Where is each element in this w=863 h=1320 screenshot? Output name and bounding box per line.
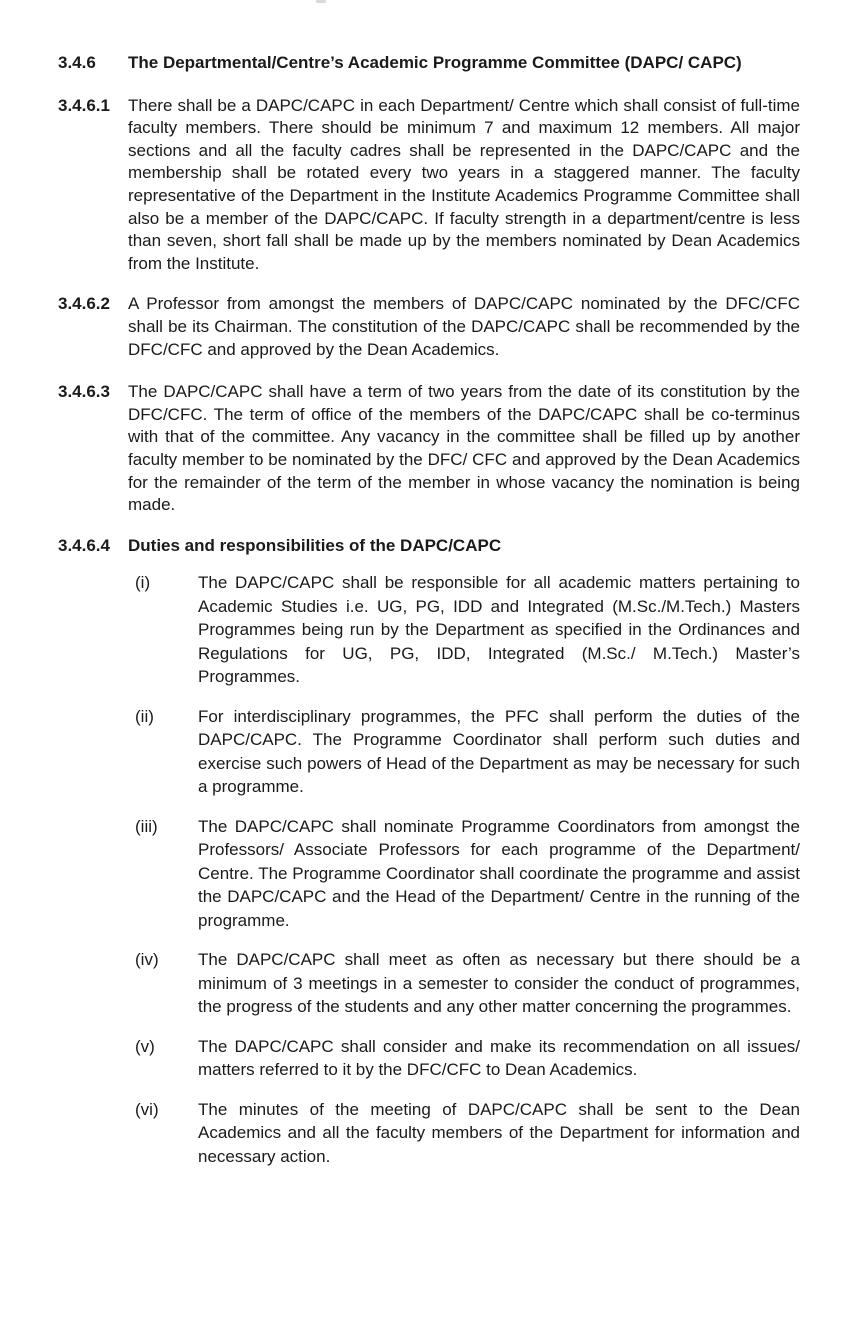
section-heading-text: Duties and responsibilities of the DAPC/CAPC <box>128 535 502 555</box>
section-number: 3.4.6.2 <box>58 294 110 314</box>
section-number: 3.4.6.3 <box>58 382 110 402</box>
section-paragraph-text: A Professor from amongst the members of DAPC/CAPC nominated by the DFC/CFC shall be its Chairman. The constitution of the DAPC/CAPC shall be recommended by the DFC/CFC and approved by the Dean Academics. <box>128 294 800 359</box>
section-paragraph-text: There shall be a DAPC/CAPC in each Department/ Centre which shall consist of full-time faculty members. There should be minimum 7 and maximum 12 members. All major sections and all the faculty cadres shall be represented in the DAPC/CAPC and the membership shall be rotated every two years in a staggered manner. The faculty representative of the Department in the Institute Academics Programme Committee shall also be a member of the DAPC/CAPC. If faculty strength in a department/centre is less than seven, short fall shall be made up by the members nominated by Dean Academics from the Institute. <box>128 95 800 273</box>
list-item-text: For interdisciplinary programmes, the PFC shall perform the duties of the DAPC/CAPC. The Programme Coordinator shall perform such duties and exercise such powers of Head of the Department as may be necessary for such a programme. <box>198 706 800 797</box>
list-item-label: (v) <box>135 1036 155 1056</box>
list-item-text: The DAPC/CAPC shall be responsible for all academic matters pertaining to Academic Studies i.e. UG, PG, IDD and Integrated (M.Sc./M.Tech.) Masters Programmes being run by the Department as specified in the Ordinances and Regulations for UG, PG, IDD, Integrated (M.Sc./ M.Tech.) Master’s Programmes. <box>198 573 800 687</box>
section-number: 3.4.6.4 <box>58 535 110 555</box>
list-item-vi <box>135 1098 800 1169</box>
list-item-label: (ii) <box>135 706 154 726</box>
section-number: 3.4.6.1 <box>58 95 110 115</box>
list-item-label: (iv) <box>135 950 159 970</box>
list-item-label: (iii) <box>135 816 158 836</box>
page-top-artifact <box>316 0 326 3</box>
section-3-4-6-2 <box>58 293 800 361</box>
section-3-4-6-1 <box>58 95 800 276</box>
list-item-text: The DAPC/CAPC shall consider and make its recommendation on all issues/ matters referred to it by the DFC/CFC to Dean Academics. <box>198 1036 800 1080</box>
section-3-4-6-4-heading <box>58 535 800 558</box>
section-paragraph-text: The DAPC/CAPC shall have a term of two years from the date of its constitution by the DFC/CFC. The term of office of the members of the DAPC/CAPC shall be co-terminus with that of the committee. Any vacancy in the committee shall be filled up by another faculty member to be nominated by the DFC/ CFC and approved by the Dean Academics for the remainder of the term of the member in whose vacancy the nomination is being made. <box>128 382 800 515</box>
list-item-label: (vi) <box>135 1099 159 1119</box>
list-item-iv <box>135 948 800 1019</box>
list-item-i <box>135 571 800 689</box>
list-item-text: The DAPC/CAPC shall meet as often as necessary but there should be a minimum of 3 meetings in a semester to consider the conduct of programmes, the progress of the students and any other matter concerning the programmes. <box>198 950 800 1017</box>
section-heading-text: The Departmental/Centre’s Academic Programme Committee (DAPC/ CAPC) <box>128 53 742 72</box>
list-item-ii <box>135 705 800 799</box>
list-item-text: The minutes of the meeting of DAPC/CAPC shall be sent to the Dean Academics and all the faculty members of the Department for information and necessary action. <box>198 1099 800 1166</box>
list-item-text: The DAPC/CAPC shall nominate Programme Coordinators from amongst the Professors/ Associate Professors for each programme of the Department/ Centre. The Programme Coordinator shall coordinate the programme and assist the DAPC/CAPC and the Head of the Department/ Centre in the running of the programme. <box>198 816 800 930</box>
list-item-v <box>135 1035 800 1082</box>
list-item-iii <box>135 815 800 933</box>
section-number: 3.4.6 <box>58 53 96 72</box>
section-3-4-6-3 <box>58 381 800 517</box>
list-item-label: (i) <box>135 573 151 593</box>
section-3-4-6-heading <box>58 52 800 75</box>
